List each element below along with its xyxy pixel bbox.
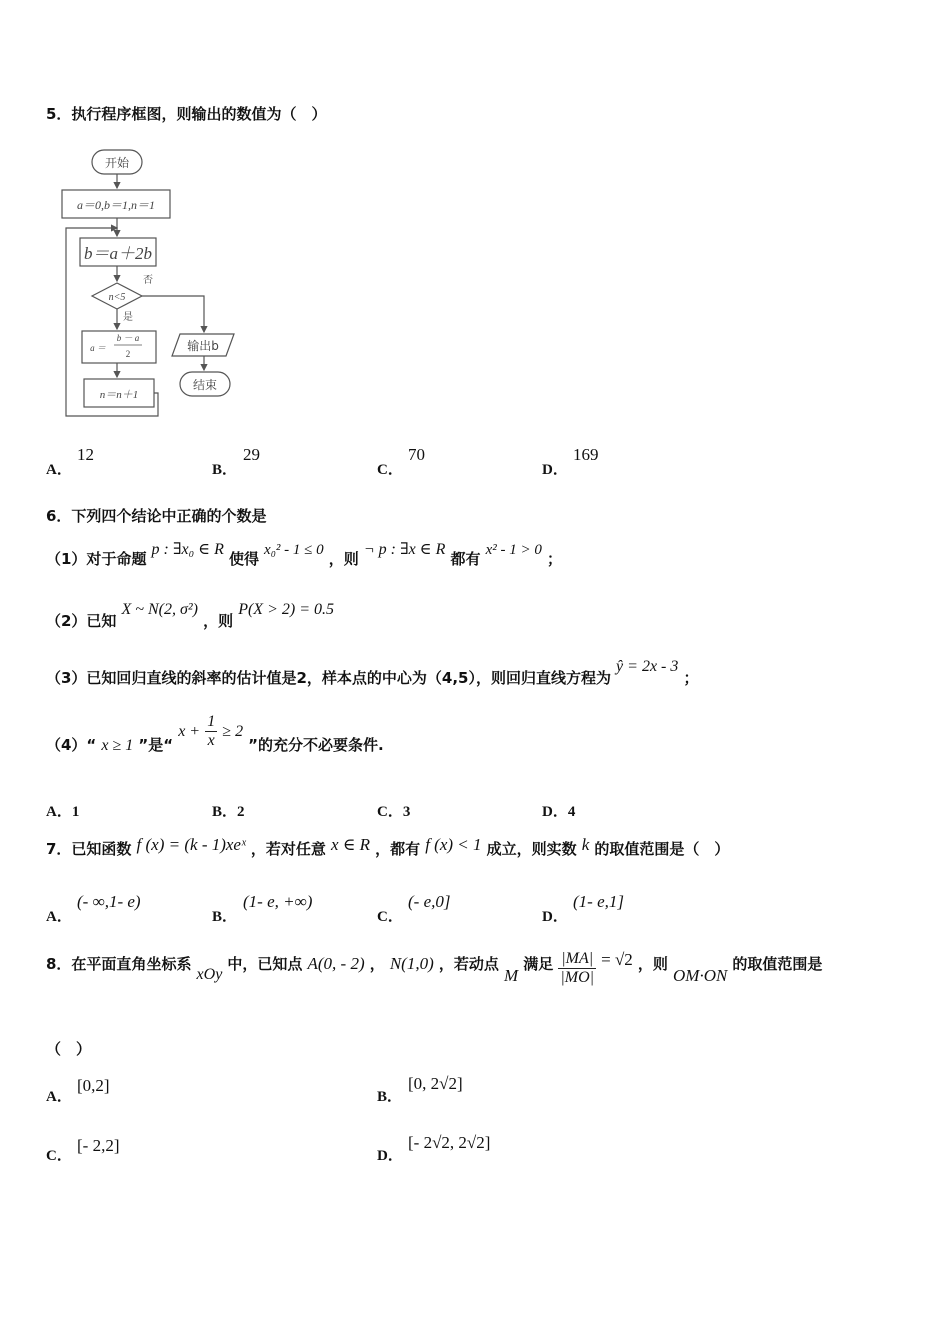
q7-math-k: k xyxy=(581,835,590,854)
q7-option-c-value: (- e,0] xyxy=(408,892,451,911)
q7-option-b-value: (1- e, +∞) xyxy=(243,892,313,911)
q8-frac-rhs: = √2 xyxy=(601,950,633,969)
flowchart-diagram xyxy=(58,142,243,427)
flow-no-label: 否 xyxy=(143,275,153,286)
option-label: B． xyxy=(377,1089,403,1105)
q8-stem xyxy=(46,950,822,1010)
s2-text-b: ，则 xyxy=(203,612,234,630)
q8-option-b-value: [0, 2√2] xyxy=(408,1074,463,1093)
q5-option-c-value: 70 xyxy=(408,445,425,464)
q8-math-n: N(1,0) xyxy=(389,954,434,973)
flow-assign-b-text: b＝a＋2b xyxy=(84,244,152,263)
flow-assign-a-num: b － a xyxy=(116,333,140,343)
q7-text-c: ，都有 xyxy=(375,840,421,858)
q7-math-f: f (x) = (k - 1)xeˣ xyxy=(136,835,246,854)
s1-math-ineq: x₀² - 1 ≤ 0 xyxy=(264,542,324,558)
s1-text-c: ，则 xyxy=(328,550,359,568)
q5-option-b-value: 29 xyxy=(243,445,260,464)
q5-stem: 5．执行程序框图，则输出的数值为（ ） xyxy=(46,105,327,123)
s4-frac-num: 1 xyxy=(207,713,216,730)
option-label: A． xyxy=(46,462,72,478)
s1-math-negp: ¬ p : ∃x ∈ R xyxy=(363,541,446,558)
s1-text-d: 都有 xyxy=(450,550,481,568)
q8-option-c[interactable] xyxy=(46,1144,72,1165)
q5-option-a[interactable] xyxy=(46,458,72,479)
flow-output-text: 输出b xyxy=(187,339,219,353)
q6-option-b[interactable] xyxy=(212,800,245,821)
option-label: A． xyxy=(46,804,72,820)
q8-math-frac xyxy=(558,950,596,987)
q8-math-dot: OM·ON xyxy=(673,966,728,985)
q7-option-c[interactable] xyxy=(377,905,403,926)
flow-assign-a-lhs: a ＝ xyxy=(90,343,106,353)
q8-text-b: 中，已知点 xyxy=(227,955,303,973)
q7-text-e: 的取值范围是（ ） xyxy=(594,840,730,858)
s1-math-ineq2: x² - 1 > 0 xyxy=(485,542,542,558)
s1-text-a: （1）对于命题 xyxy=(46,550,147,568)
q8-option-b[interactable] xyxy=(377,1085,402,1106)
q8-option-c-value: [- 2,2] xyxy=(77,1136,120,1155)
q7-option-a-value: (- ∞,1- e) xyxy=(77,892,141,911)
option-label: A． xyxy=(46,909,72,925)
q7-math-x: x ∈ R xyxy=(330,835,370,854)
q8-math-xoy: xOy xyxy=(196,966,223,983)
q7-option-b[interactable] xyxy=(212,905,237,926)
option-label: B． xyxy=(212,462,238,478)
s2-math-prob: P(X > 2) = 0.5 xyxy=(238,601,334,618)
s3-text-b: ； xyxy=(683,669,699,687)
option-label: A． xyxy=(46,1089,72,1105)
q7-option-d-value: (1- e,1] xyxy=(573,892,624,911)
q8-frac-den: |MO| xyxy=(560,969,595,986)
q8-text-a: 8．在平面直角坐标系 xyxy=(46,955,192,973)
flow-condition-text: n<5 xyxy=(108,292,126,303)
option-label: C． xyxy=(377,462,403,478)
q6-statement-2 xyxy=(46,598,334,628)
option-label: C． xyxy=(377,909,403,925)
option-value: 1 xyxy=(71,804,80,820)
option-value: 2 xyxy=(237,804,245,820)
option-label: C． xyxy=(46,1148,72,1164)
s4-math-x: x ≥ 1 xyxy=(101,737,134,754)
q6-option-c[interactable] xyxy=(377,800,410,821)
flow-assign-a-den: 2 xyxy=(125,349,131,359)
q6-stem: 6．下列四个结论中正确的个数是 xyxy=(46,507,267,525)
q8-text-g: 的取值范围是 xyxy=(732,955,823,973)
q5-option-b[interactable] xyxy=(212,458,237,479)
q5-option-d[interactable] xyxy=(542,458,568,479)
q7-text-b: ，若对任意 xyxy=(250,840,326,858)
s4-text-a: （4）“ xyxy=(46,736,97,754)
s3-text-a: （3）已知回归直线的斜率的估计值是2，样本点的中心为（4,5），则回归直线方程为 xyxy=(46,669,611,687)
q7-text-d: 成立，则实数 xyxy=(486,840,577,858)
s2-text-a: （2）已知 xyxy=(46,612,117,630)
option-label: C． xyxy=(377,804,403,820)
q8-text-f: ，则 xyxy=(637,955,668,973)
option-label: B． xyxy=(212,804,238,820)
s4-math-pre: x + xyxy=(178,723,201,740)
q7-stem xyxy=(46,834,729,864)
q7-text-a: 7．已知函数 xyxy=(46,840,132,858)
s3-math-reg: ŷ = 2x - 3 xyxy=(616,658,679,675)
flow-end-text: 结束 xyxy=(192,378,218,392)
q8-paren: （ ） xyxy=(46,1040,92,1058)
q6-option-d[interactable] xyxy=(542,800,575,821)
s4-frac-den: x xyxy=(207,732,215,749)
q7-option-d[interactable] xyxy=(542,905,568,926)
option-label: D． xyxy=(542,909,568,925)
q6-statement-1 xyxy=(46,538,562,568)
q8-option-a-value: [0,2] xyxy=(77,1076,110,1095)
q7-option-a[interactable] xyxy=(46,905,72,926)
q8-math-a: A(0, - 2) xyxy=(307,954,365,973)
option-value: 3 xyxy=(402,804,411,820)
q8-option-d[interactable] xyxy=(377,1144,403,1165)
q8-frac-num: |MA| xyxy=(558,950,596,969)
q5-option-a-value: 12 xyxy=(77,445,94,464)
flow-yes-label: 是 xyxy=(123,312,133,323)
flow-increment-text: n＝n＋1 xyxy=(99,389,139,401)
q6-statement-3 xyxy=(46,655,698,685)
option-label: D． xyxy=(377,1148,403,1164)
s4-math-post: ≥ 2 xyxy=(222,723,244,740)
flow-start-text: 开始 xyxy=(104,156,130,170)
q8-math-m: M xyxy=(503,966,519,985)
option-label: D． xyxy=(542,804,568,820)
option-value: 4 xyxy=(567,804,576,820)
q8-text-e: 满足 xyxy=(523,955,554,973)
s1-math-p: p : ∃x₀ ∈ R xyxy=(151,541,224,558)
s4-text-b: ”是“ xyxy=(138,736,174,754)
s4-math-frac xyxy=(205,713,217,750)
q5-option-c[interactable] xyxy=(377,458,403,479)
option-label: B． xyxy=(212,909,238,925)
q8-option-d-value: [- 2√2, 2√2] xyxy=(408,1133,491,1152)
option-label: D． xyxy=(542,462,568,478)
s4-text-c: ”的充分不必要条件. xyxy=(248,736,384,754)
q7-math-ineq: f (x) < 1 xyxy=(425,835,482,854)
q6-statement-4 xyxy=(46,713,384,763)
q5-option-d-value: 169 xyxy=(573,445,599,464)
s1-text-b: 使得 xyxy=(228,550,259,568)
s2-math-dist: X ~ N(2, σ²) xyxy=(121,601,198,618)
q8-text-c: ， xyxy=(369,955,385,973)
s1-text-e: ； xyxy=(546,550,562,568)
q8-option-a[interactable] xyxy=(46,1085,72,1106)
flow-init-text: a＝0,b＝1,n＝1 xyxy=(76,198,156,212)
q8-text-d: ，若动点 xyxy=(438,955,499,973)
q6-option-a[interactable] xyxy=(46,800,79,821)
